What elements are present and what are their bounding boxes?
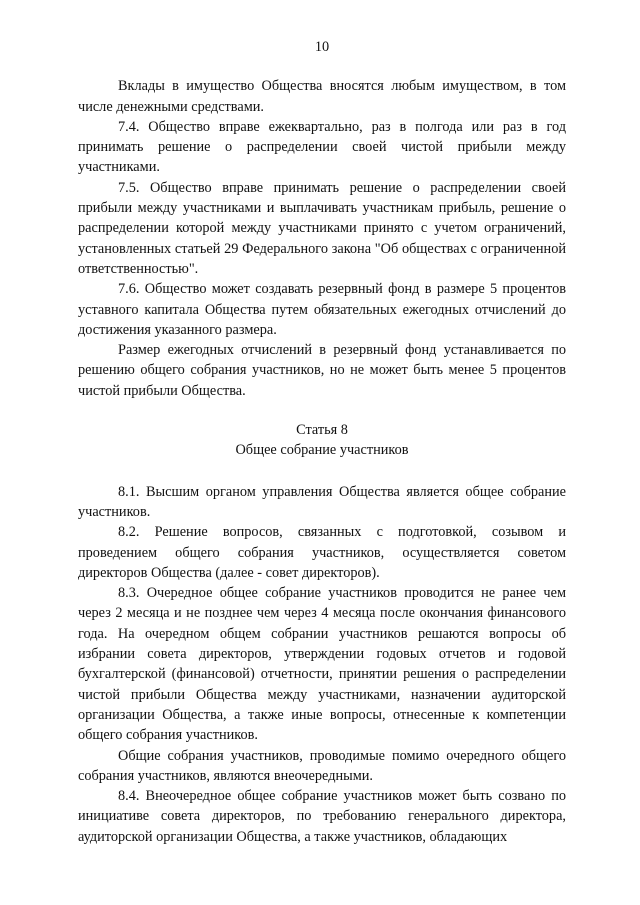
paragraph-7-5: 7.5. Общество вправе принимать решение о распределении своей прибыли между участниками и выплачивать участникам прибыль, решение о распределении которой между участниками принято с учетом ограничений, установленных статьей 29 Федерального закона "Об обществах с ограниченной ответственностью".	[78, 179, 566, 277]
page-number: 10	[314, 39, 330, 55]
paragraph-extraordinary: Общие собрания участников, проводимые помимо очередного общего собрания участников, являются внеочередными.	[78, 747, 566, 784]
article-title: Общее собрание участников	[235, 442, 409, 459]
paragraph-reserve-fund: Размер ежегодных отчислений в резервный фонд устанавливается по решению общего собрания участников, но не может быть менее 5 процентов чистой прибыли Общества.	[78, 342, 566, 399]
paragraph-8-3: 8.3. Очередное общее собрание участников проводится не ранее чем через 2 месяца и не позднее чем через 4 месяца после окончания финансового года. На очередном общем собрании участников решаются вопросы об избрании совета директоров, утверждении годовых отчетов и годовой бухгалтерской (финансовой) отчетности, принятии решения о распределении чистой прибыли Общества между участниками, назначении аудиторской организации Общества, а также иные вопросы, отнесенные к компетенции общего собрания участников.	[78, 585, 566, 744]
paragraph-7-6: 7.6. Общество может создавать резервный фонд в размере 5 процентов уставного капитала Общества путем обязательных ежегодных отчислений до достижения указанного размера.	[78, 281, 566, 338]
paragraph-8-2: 8.2. Решение вопросов, связанных с подготовкой, созывом и проведением общего собрания участников, осуществляется советом директоров Общества (далее - совет директоров).	[78, 524, 566, 581]
article-heading	[78, 420, 566, 461]
paragraph-8-1: 8.1. Высшим органом управления Общества является общее собрание участников.	[78, 483, 566, 520]
paragraph-8-4: 8.4. Внеочередное общее собрание участников может быть созвано по инициативе совета директоров, по требованию генерального директора, аудиторской организации Общества, а также участников, обладающих	[78, 788, 566, 845]
paragraph-7-4: 7.4. Общество вправе ежеквартально, раз в полгода или раз в год принимать решение о распределении своей чистой прибыли между участниками.	[78, 118, 566, 176]
paragraph-contributions: Вклады в имущество Общества вносятся любым имуществом, в том числе денежными средствами.	[78, 78, 566, 115]
article-number: Статья 8	[296, 422, 348, 439]
